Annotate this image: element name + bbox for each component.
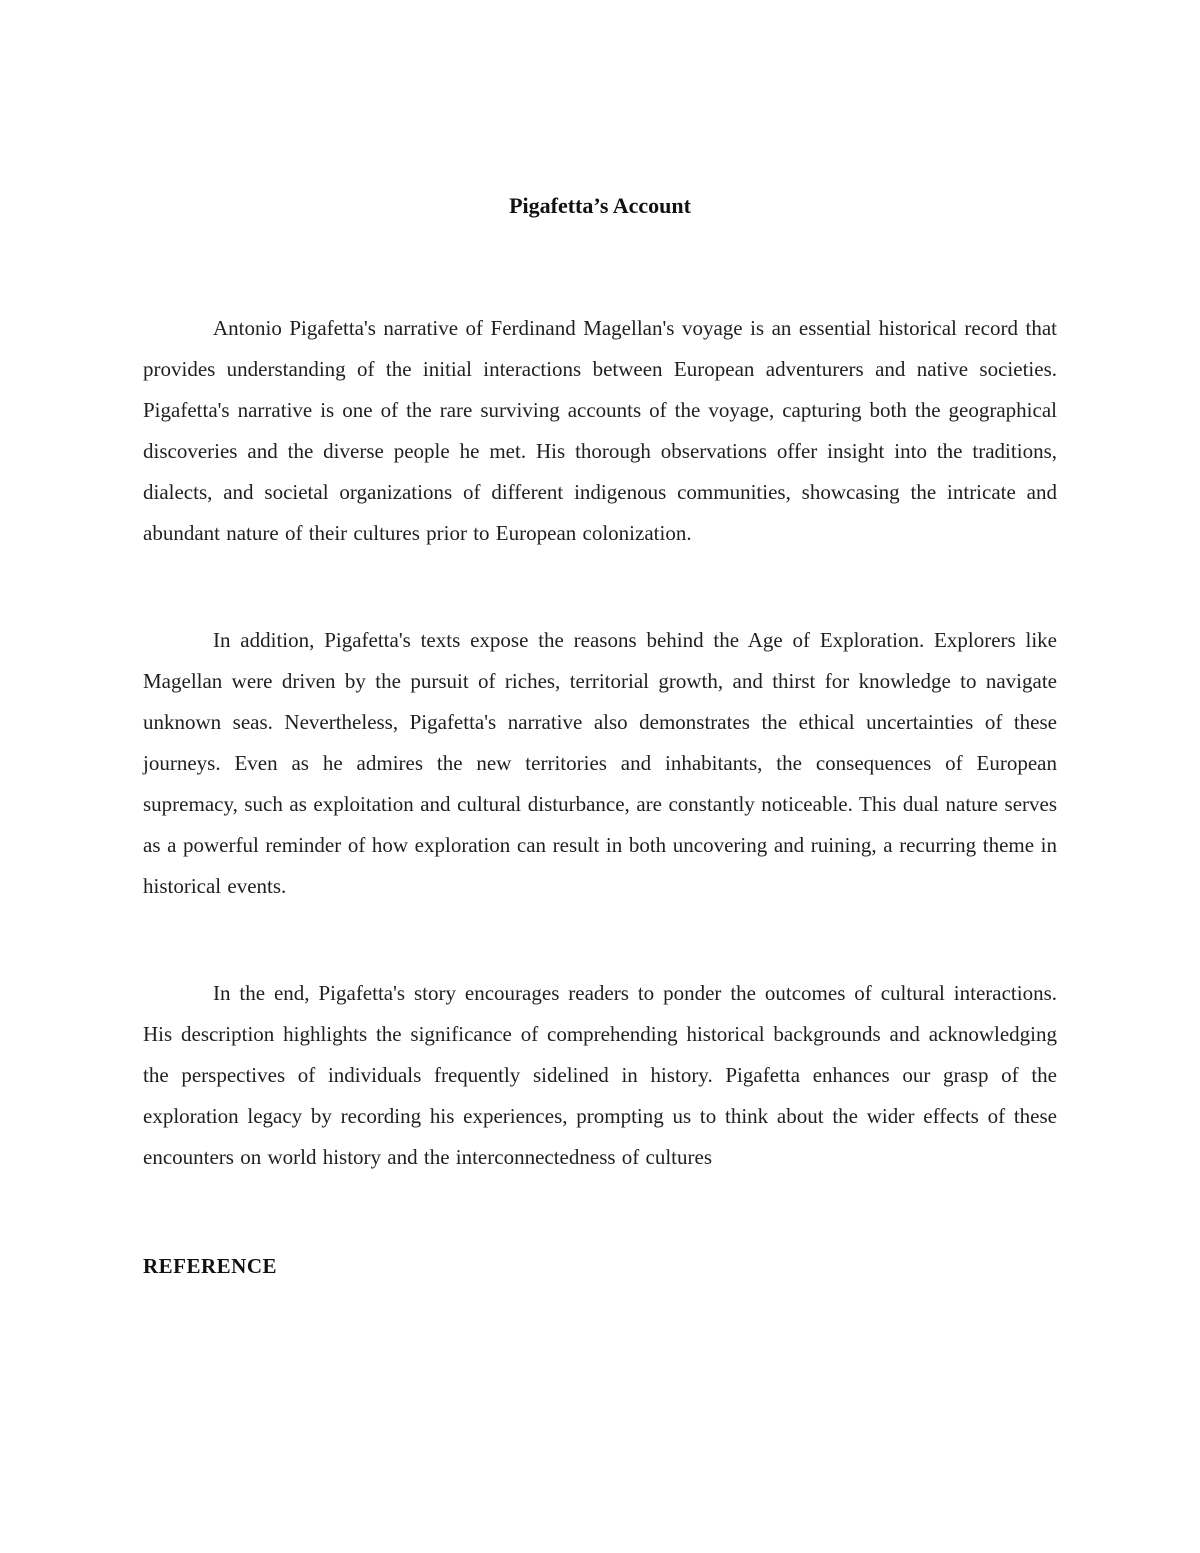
reference-heading: REFERENCE [143,1254,278,1278]
paragraph-conclusion: In the end, Pigafetta's story encourages readers to ponder the outcomes of cultural interactions. His description highlights the significance of comprehending historical backgrounds and acknowledging the perspectives of individuals frequently sidelined in history. Pigafetta enhances our grasp of the exploration legacy by recording his experiences, prompting us to think about the wider effects of these encounters on world history and the interconnectedness of cultures [143,981,1057,1169]
paragraph-body: In addition, Pigafetta's texts expose the reasons behind the Age of Exploration. Explorers like Magellan were driven by the pursuit of riches, territorial growth, and thirst for knowledge to navigate unknown seas. Nevertheless, Pigafetta's narrative also demonstrates the ethical uncertainties of these journeys. Even as he admires the new territories and inhabitants, the consequences of European supremacy, such as exploitation and cultural disturbance, are constantly noticeable. This dual nature serves as a powerful reminder of how exploration can result in both uncovering and ruining, a recurring theme in historical events. [143,628,1057,898]
document-title: Pigafetta’s Account [509,193,691,218]
paragraph-intro: Antonio Pigafetta's narrative of Ferdinand Magellan's voyage is an essential historical record that provides understanding of the initial interactions between European adventurers and native societies. Pigafetta's narrative is one of the rare surviving accounts of the voyage, capturing both the geographical discoveries and the diverse people he met. His thorough observations offer insight into the traditions, dialects, and societal organizations of different indigenous communities, showcasing the intricate and abundant nature of their cultures prior to European colonization. [143,316,1057,545]
